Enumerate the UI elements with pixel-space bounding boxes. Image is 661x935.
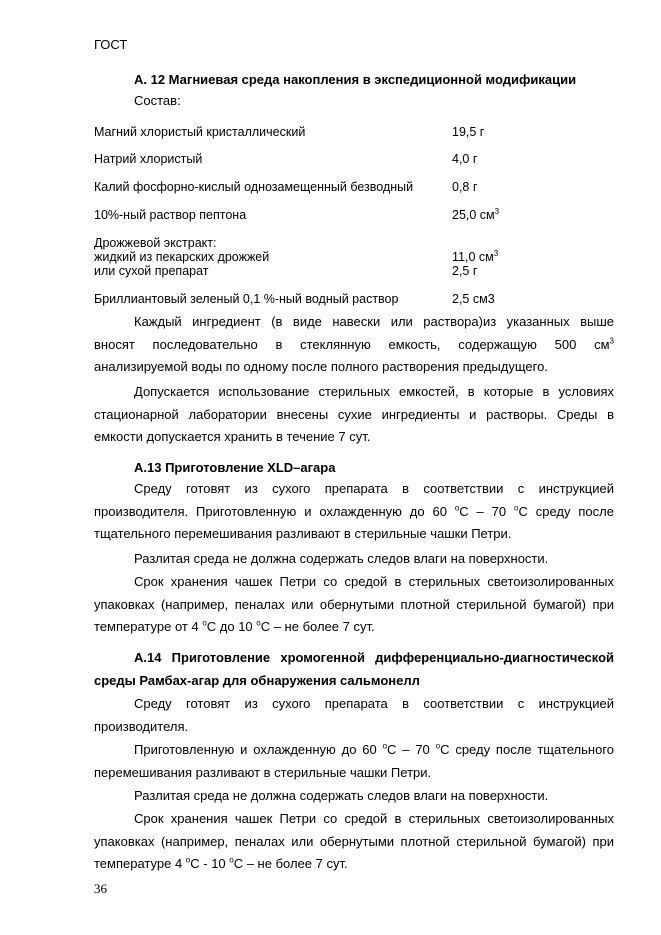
text-line: Каждый ингредиент (в виде навески или раствора)из указанных выше (134, 314, 614, 329)
paragraph (94, 693, 614, 738)
text-line: упаковках (например, пеналах или обернутыми плотной стерильной бумагой) при (94, 833, 614, 849)
degree-mark: о (454, 503, 460, 513)
degree-mark: о (382, 741, 388, 751)
ingredient-value: 0,8 г (452, 180, 478, 194)
paragraph (94, 311, 614, 379)
degree-mark: о (229, 855, 234, 865)
ingredient-value: 11,0 $см^3$ (452, 248, 499, 264)
degree-mark: о (202, 618, 207, 628)
ingredient-name: или сухой препарат (94, 264, 209, 278)
text-line: перемешивания разливают в стерильные чашки Петри. (94, 764, 432, 780)
text-line: анализируемой воды по одному после полного растворения предыдущего. (94, 359, 548, 374)
ingredient-value: 19,5 г (452, 125, 485, 139)
text-line: температуре от 4 $^о$С до 10 $^о$С – не более 7 сут. (94, 618, 375, 634)
text-line: производителя. Приготовленную и охлажденную до 60 $^о$С – 70 $^о$С среду после (94, 503, 614, 519)
ingredient-value: 25,0 $см^3$ (452, 206, 500, 222)
composition-label: Состав: (134, 93, 181, 108)
text-line: емкости допускается хранить в течение 7 сут. (94, 429, 371, 444)
text-line: А.14 Приготовление хромогенной дифференциально-диагностической (134, 650, 614, 665)
page-number: 36 (94, 881, 107, 896)
paragraph (94, 571, 614, 639)
text-line: Срок хранения чашек Петри со средой в стерильных светоизолированных (134, 574, 614, 589)
paragraph: Разлитая среда не должна содержать следов влаги на поверхности. (134, 788, 549, 803)
paragraph (94, 381, 614, 449)
superscript: 3 (609, 336, 614, 346)
text-line: Среду готовят из сухого препарата в соответствии с инструкцией (134, 696, 614, 711)
ingredient-name: Магний хлористый кристаллический (94, 125, 306, 139)
degree-mark: о (514, 503, 519, 513)
ingredient-value: 2,5 см3 (452, 292, 495, 306)
text-line: Срок хранения чашек Петри со средой в стерильных светоизолированных (134, 811, 614, 826)
text-line: производителя. (94, 718, 189, 734)
text-line: Допускается использование стерильных емкостей, в которые в условиях (134, 384, 614, 399)
text-line: стационарной лаборатории внесены сухие ингредиенты и растворы. Среды в (94, 406, 614, 422)
degree-mark: о (185, 855, 191, 865)
ingredient-value: 4,0 г (452, 152, 478, 166)
section-a14-heading (94, 647, 614, 692)
text-line: тщательного перемешивания разливают в стерильные чашки Петри. (94, 526, 512, 541)
ingredient-name: Натрий хлористый (94, 152, 203, 166)
ingredient-value: 2,5 г (452, 264, 478, 278)
text-line: среды Рамбах-агар для обнаружения сальмонелл (94, 672, 420, 688)
text-line: упаковках (например, пеналах или обернутыми плотной стерильной бумагой) при (94, 596, 614, 612)
paragraph (94, 739, 614, 784)
text-line: Среду готовят из сухого препарата в соответствии с инструкцией (134, 481, 614, 496)
text-line: вносят последовательно в стеклянную емкость, содержащую 500 $см^3$ (94, 336, 614, 352)
ingredient-name: жидкий из пекарских дрожжей (94, 250, 270, 264)
degree-mark: о (256, 618, 261, 628)
yeast-title: Дрожжевой экстракт: (94, 236, 217, 250)
document-header: ГОСТ (94, 37, 128, 52)
superscript: 3 (493, 248, 499, 258)
ingredient-name: 10%-ный раствор пептона (94, 208, 247, 222)
paragraph: Разлитая среда не должна содержать следов влаги на поверхности. (134, 551, 549, 566)
paragraph (94, 478, 614, 546)
degree-mark: о (435, 741, 441, 751)
section-a12-heading: А. 12 Магниевая среда накопления в экспедиционной модификации (134, 72, 577, 87)
text-line: Приготовленную и охлажденную до 60 $^о$С – 70 $^о$С среду после тщательного (134, 741, 615, 757)
superscript: 3 (494, 206, 500, 216)
ingredient-name: Бриллиантовый зеленый 0,1 %-ный водный раствор (94, 292, 399, 306)
section-a13-heading: А.13 Приготовление XLD–агара (134, 460, 336, 475)
text-line: температуре 4 $^о$С - 10 $^о$С – не более 7 сут. (94, 855, 348, 871)
ingredient-name: Калий фосфорно-кислый однозамещенный безводный (94, 180, 414, 194)
paragraph (94, 808, 614, 876)
